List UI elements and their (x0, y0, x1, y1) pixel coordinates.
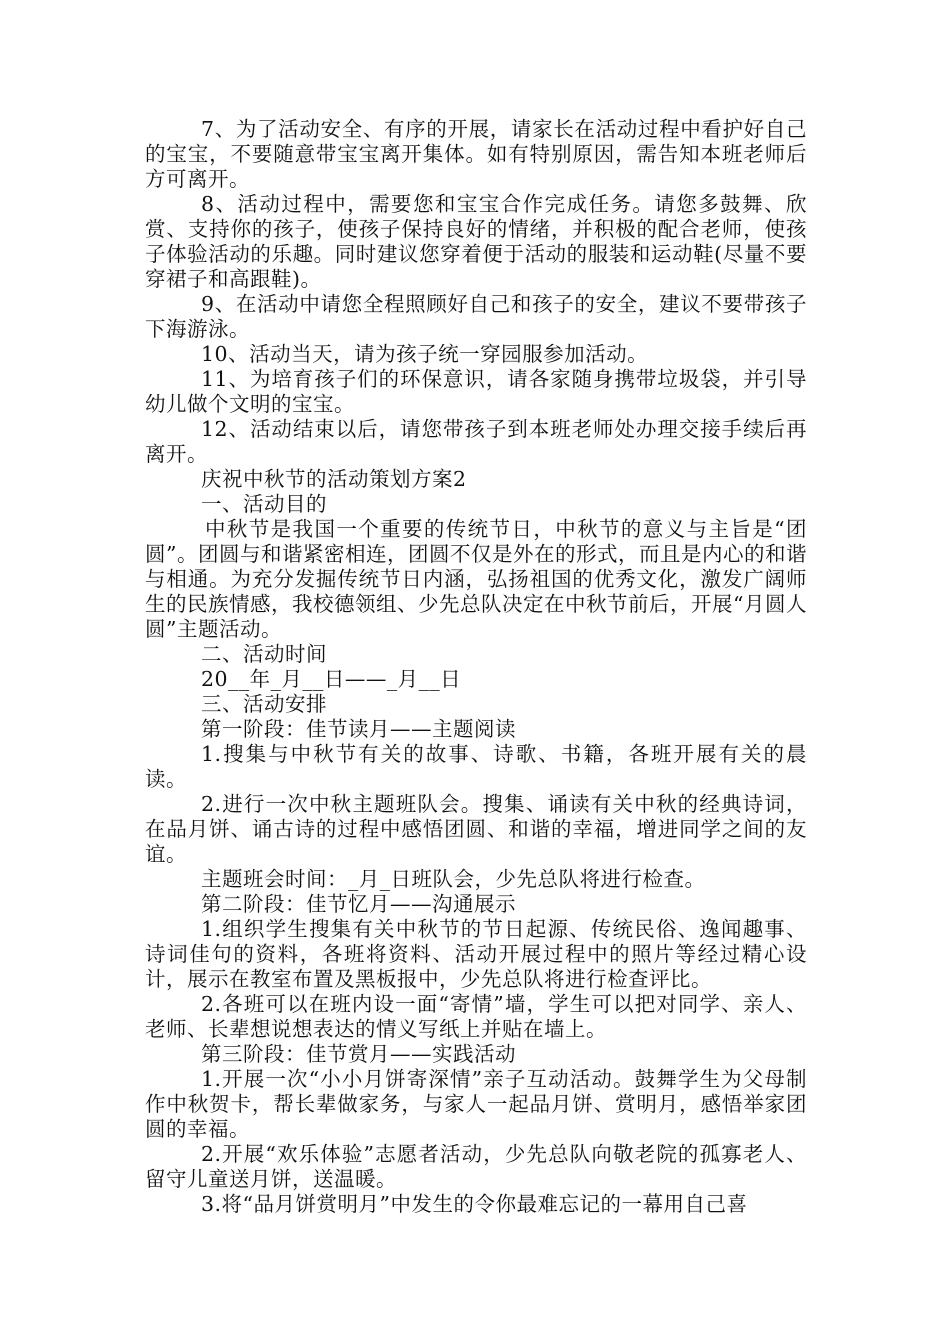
paragraph-item-10: 10、活动当天，请为孩子统一穿园服参加活动。 (201, 342, 649, 366)
paragraph-item-7: 7、为了活动安全、有序的开展，请家长在活动过程中看护好自己的宝宝，不要随意带宝宝离开集体。如有特别原因，需告知本班老师后方可离开。 (145, 117, 807, 191)
paragraph-item-12: 12、活动结束以后，请您带孩子到本班老师处办理交接手续后再离开。 (145, 417, 807, 466)
stage-2-item-1: 1.组织学生搜集有关中秋节的节日起源、传统民俗、逸闻趣事、诗词佳句的资料，各班将资料、活动开展过程中的照片等经过精心设计，展示在教室布置及黑板报中，少先总队将进行检查评比。 (145, 917, 807, 991)
stage-1-item-2: 2.进行一次中秋主题班队会。搜集、诵读有关中秋的经典诗词，在品月饼、诵古诗的过程中感悟团圆、和谐的幸福，增进同学之间的友谊。 (145, 792, 807, 866)
stage-heading-1: 第一阶段：佳节读月——主题阅读 (201, 717, 516, 741)
stage-2-item-2: 2.各班可以在班内设一面“寄情”墙，学生可以把对同学、亲人、老师、长辈想说想表达的情义写纸上并贴在墙上。 (145, 992, 807, 1041)
stage-heading-3: 第三阶段：佳节赏月——实践活动 (201, 1042, 516, 1066)
stage-heading-2: 第二阶段：佳节忆月——沟通展示 (201, 892, 516, 916)
paragraph-item-9: 9、在活动中请您全程照顾好自己和孩子的安全，建议不要带孩子下海游泳。 (145, 292, 807, 341)
paragraph-item-8: 8、活动过程中，需要您和宝宝合作完成任务。请您多鼓舞、欣赏、支持你的孩子，使孩子保持良好的情绪，并积极的配合老师，使孩子体验活动的乐趣。同时建议您穿着便于活动的服装和运动鞋(尽量不要穿裙子和高跟鞋)。 (145, 192, 807, 291)
stage-3-item-2: 2.开展“欢乐体验”志愿者活动，少先总队向敬老院的孤寡老人、留守儿童送月饼，送温暖。 (145, 1142, 807, 1191)
stage-1-meeting-time: 主题班会时间：_月_日班队会，少先总队将进行检查。 (201, 867, 706, 891)
stage-3-item-1: 1.开展一次“小小月饼寄深情”亲子互动活动。鼓舞学生为父母制作中秋贺卡，帮长辈做家务，与家人一起品月饼、赏明月，感悟举家团圆的幸福。 (145, 1067, 807, 1141)
paragraph-item-11: 11、为培育孩子们的环保意识，请各家随身携带垃圾袋，并引导幼儿做个文明的宝宝。 (145, 367, 807, 416)
section-heading-arrangement: 三、活动安排 (201, 692, 327, 716)
section-heading-purpose: 一、活动目的 (201, 492, 327, 516)
section-heading-time: 二、活动时间 (201, 642, 327, 666)
stage-1-item-1: 1.搜集与中秋节有关的故事、诗歌、书籍，各班开展有关的晨读。 (145, 742, 807, 791)
document-heading: 庆祝中秋节的活动策划方案2 (201, 467, 467, 491)
document-page (145, 117, 807, 1217)
paragraph-time: 20__年_月__日——_月__日 (201, 667, 462, 691)
paragraph-purpose: 中秋节是我国一个重要的传统节日，中秋节的意义与主旨是“团圆”。团圆与和谐紧密相连，团圆不仅是外在的形式，而且是内心的和谐与相通。为充分发掘传统节日内涵，弘扬祖国的优秀文化，激发广阔师生的民族情感，我校德领组、少先总队决定在中秋节前后，开展“月圆人圆”主题活动。 (145, 517, 807, 641)
stage-3-item-3: 3.将“品月饼赏明月”中发生的令你最难忘记的一幕用自己喜 (201, 1192, 748, 1216)
